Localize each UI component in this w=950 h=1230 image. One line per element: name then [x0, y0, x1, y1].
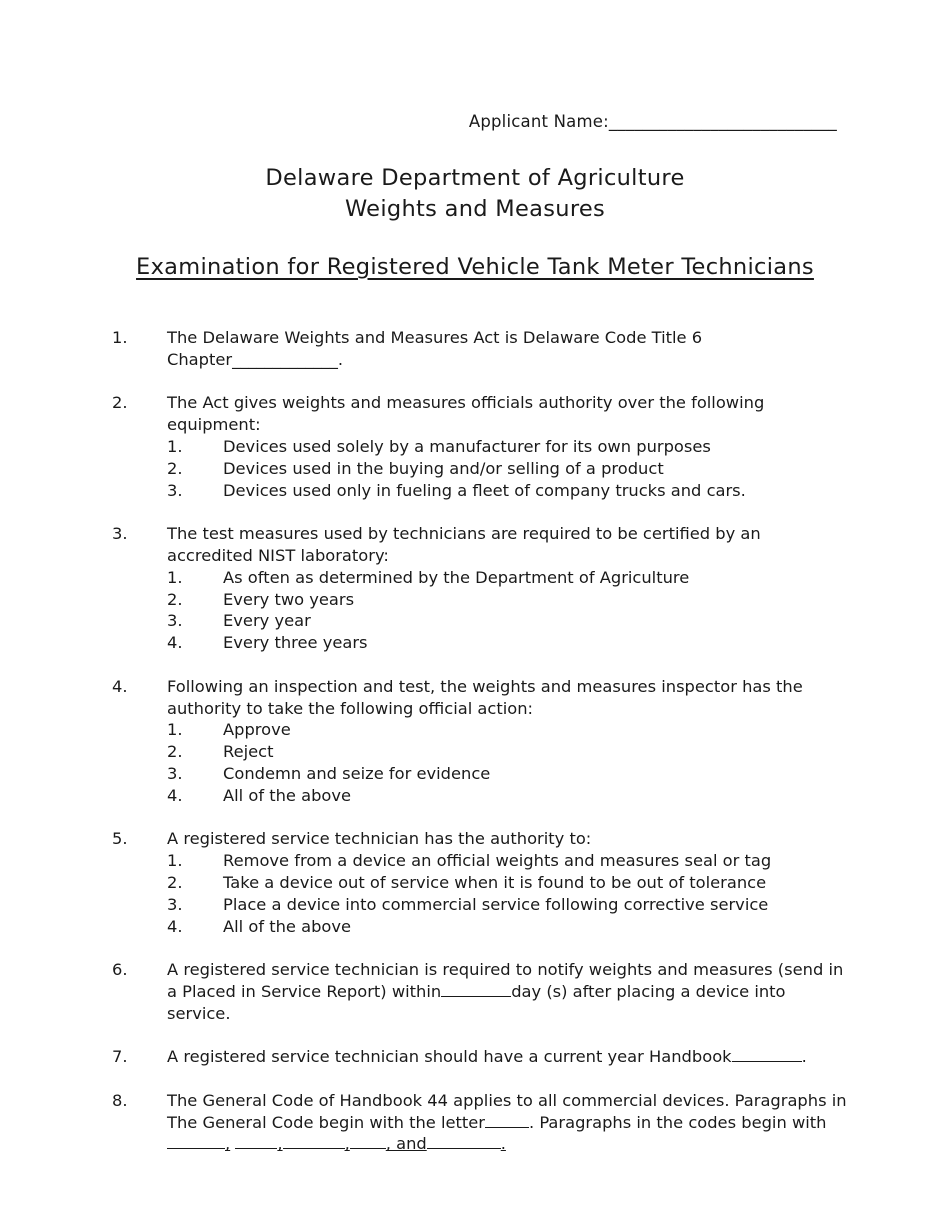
answer-option[interactable]	[167, 480, 850, 502]
question-7	[0, 1046, 950, 1068]
option-text: Every three years	[223, 633, 368, 653]
answer-option[interactable]	[167, 589, 850, 611]
question-text: The Act gives weights and measures officials authority over the following equipment:	[167, 393, 765, 435]
question-number: 1.	[112, 328, 128, 347]
question-text: A registered service technician has the authority to:	[167, 829, 592, 849]
answer-blank[interactable]	[485, 1113, 529, 1128]
option-number: 4.	[167, 785, 183, 805]
answer-blank[interactable]	[441, 982, 511, 997]
question-number: 6.	[112, 960, 128, 980]
question-text: Following an inspection and test, the weights and measures inspector has the authority to take the following official action:	[167, 676, 803, 718]
question-text: A registered service technician should have a current year Handbook	[167, 1047, 732, 1067]
answer-option[interactable]	[167, 610, 850, 632]
option-number: 2.	[167, 742, 183, 762]
answer-blank[interactable]	[350, 1134, 386, 1149]
separator-and: , and	[385, 1134, 427, 1154]
separator-comma: ,	[225, 1134, 231, 1154]
separator-comma: ,	[344, 1134, 350, 1154]
option-text: Every year	[223, 611, 311, 631]
answer-blank[interactable]	[732, 1047, 802, 1062]
answer-option[interactable]	[167, 567, 850, 589]
option-number: 1.	[167, 851, 183, 871]
question-6	[0, 959, 950, 1024]
question-8	[0, 1090, 950, 1155]
answer-blank[interactable]	[427, 1134, 501, 1149]
option-text: Every two years	[223, 589, 355, 609]
option-number: 1.	[167, 436, 183, 456]
answer-option[interactable]	[167, 763, 850, 785]
option-number: 2.	[167, 589, 183, 609]
exam-title	[0, 254, 950, 280]
option-text: Devices used solely by a manufacturer for its own purposes	[223, 436, 711, 456]
option-number: 3.	[167, 611, 183, 631]
option-number: 4.	[167, 633, 183, 653]
question-5	[0, 828, 950, 937]
answer-blank[interactable]	[235, 1134, 277, 1149]
option-number: 1.	[167, 567, 183, 587]
question-text: day (s) after placing a device into service.	[167, 981, 786, 1023]
answer-option[interactable]	[167, 458, 850, 480]
answer-blank[interactable]	[167, 1134, 225, 1149]
option-number: 3.	[167, 763, 183, 783]
end-period: .	[500, 1134, 506, 1154]
answer-option[interactable]	[167, 872, 850, 894]
option-text: Reject	[223, 742, 274, 762]
question-number: 5.	[112, 829, 128, 849]
answer-option[interactable]	[167, 916, 850, 938]
exam-title-text: Examination for Registered Vehicle Tank Meter Technicians	[136, 254, 814, 280]
document-header	[0, 163, 950, 225]
answer-option[interactable]	[167, 632, 850, 654]
applicant-name-field[interactable]: Applicant Name:___________________________	[468, 112, 837, 131]
header-division: Weights and Measures	[344, 196, 606, 222]
answer-option[interactable]	[167, 436, 850, 458]
question-number: 3.	[112, 524, 128, 544]
answer-blank[interactable]	[283, 1134, 345, 1149]
question-text-answer-line[interactable]: Chapter_____________.	[167, 349, 344, 369]
option-text: All of the above	[223, 916, 352, 936]
option-text: Devices used in the buying and/or selling of a product	[223, 458, 664, 478]
option-text: Devices used only in fueling a fleet of company trucks and cars.	[223, 480, 746, 500]
question-number: 7.	[112, 1047, 128, 1067]
separator-comma: ,	[277, 1134, 283, 1154]
answer-option[interactable]	[167, 785, 850, 807]
option-number: 4.	[167, 916, 183, 936]
question-text: The test measures used by technicians are required to be certified by an accredited NIST laboratory:	[167, 524, 761, 565]
option-number: 3.	[167, 480, 183, 500]
answer-option[interactable]	[167, 894, 850, 916]
answer-option[interactable]	[167, 719, 850, 741]
option-text: As often as determined by the Department of Agriculture	[223, 567, 690, 587]
question-number: 2.	[112, 393, 128, 413]
option-number: 2.	[167, 872, 183, 892]
question-1	[0, 327, 950, 371]
question-4	[0, 676, 950, 807]
answer-option[interactable]	[167, 741, 850, 763]
option-text: Condemn and seize for evidence	[223, 763, 491, 783]
option-text: Remove from a device an official weights and measures seal or tag	[223, 851, 772, 871]
option-text: Place a device into commercial service following corrective service	[223, 894, 769, 914]
question-3	[0, 523, 950, 654]
option-number: 1.	[167, 720, 183, 740]
question-list	[0, 327, 950, 1177]
question-text: The Delaware Weights and Measures Act is Delaware Code Title 6	[167, 328, 703, 347]
option-text: All of the above	[223, 785, 352, 805]
question-text: A registered service technician is required to notify weights and measures (send in a Placed in Service Report) within	[167, 960, 844, 1001]
question-text: . Paragraphs in the codes begin with	[529, 1112, 827, 1132]
question-2	[0, 392, 950, 501]
question-text: .	[801, 1047, 807, 1067]
question-number: 4.	[112, 676, 128, 696]
question-number: 8.	[112, 1090, 128, 1110]
answer-option[interactable]	[167, 850, 850, 872]
option-number: 3.	[167, 894, 183, 914]
header-department: Delaware Department of Agriculture	[265, 165, 685, 191]
question-text: The General Code of Handbook 44 applies to all commercial devices. Paragraphs in The General Code begin with the letter	[167, 1090, 847, 1132]
option-number: 2.	[167, 458, 183, 478]
option-text: Take a device out of service when it is found to be out of tolerance	[223, 872, 767, 892]
option-text: Approve	[223, 720, 291, 740]
